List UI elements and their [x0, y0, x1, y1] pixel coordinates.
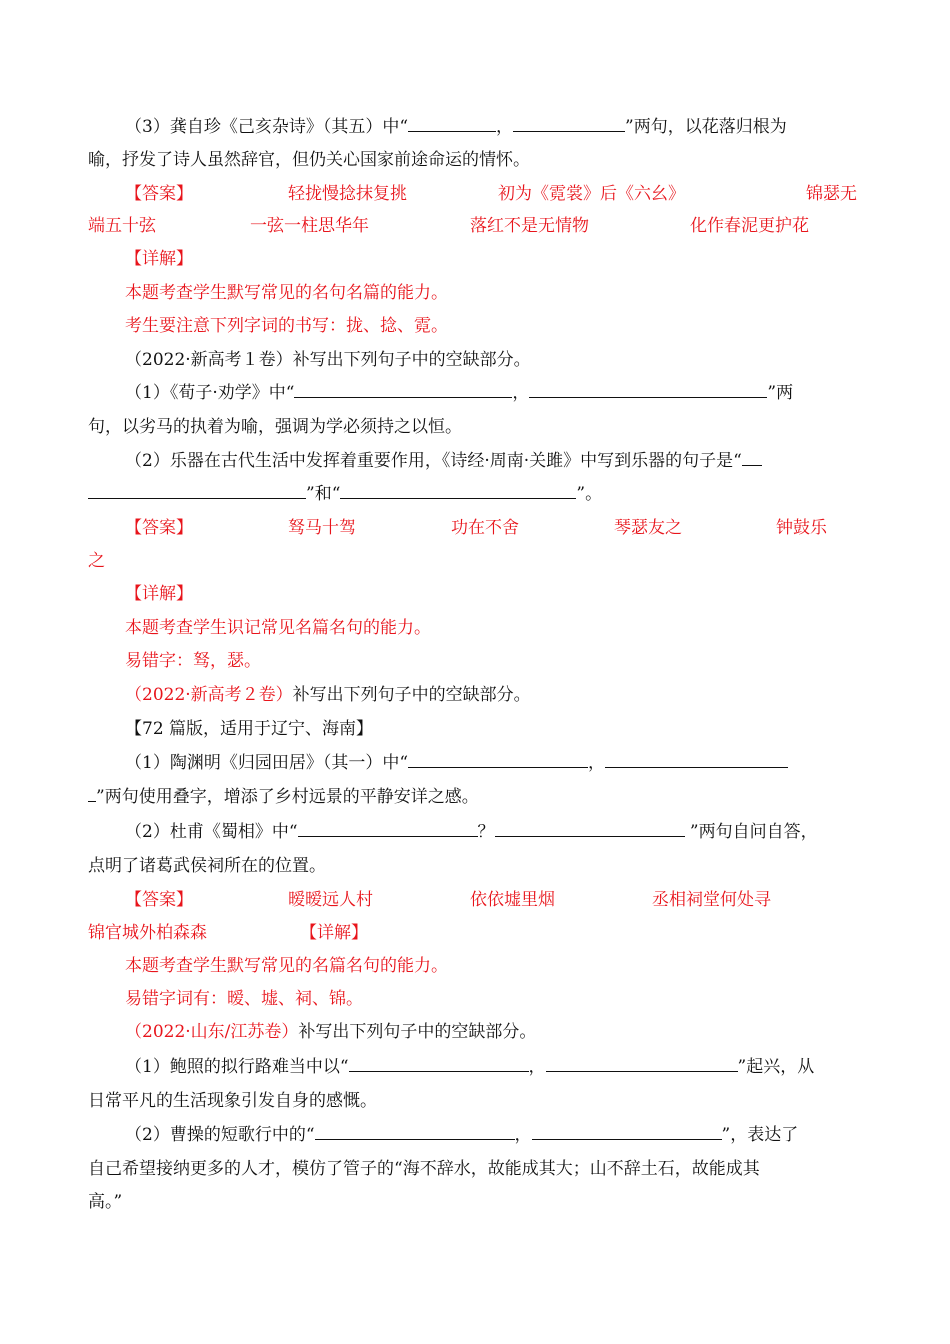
- question-text: ”。: [576, 484, 603, 504]
- answer-item: 功在不舍: [451, 518, 519, 538]
- question-text: （2）乐器在古代生活中发挥着重要作用，《诗经·周南·关雎》中写到乐器的句子是“: [125, 451, 742, 471]
- blank: [532, 1125, 722, 1140]
- section-title-text: 补写出下列句子中的空缺部分。: [292, 685, 531, 705]
- blank: [88, 787, 96, 802]
- blank: [742, 451, 762, 466]
- question-text: ，: [588, 753, 606, 773]
- question-text: ”起兴，从: [737, 1057, 815, 1077]
- answer-item: 之: [88, 551, 105, 571]
- explain-text: 易错字词有：暧、墟、祠、锦。: [125, 989, 363, 1009]
- answer-item: 端五十弦: [88, 216, 156, 236]
- blank: [529, 383, 767, 398]
- question-text: （1）陶渊明《归园田居》（其一）中“: [125, 753, 409, 773]
- answer-item: 钟鼓乐: [776, 518, 827, 538]
- blank: [349, 1057, 529, 1072]
- question-text: ”和“: [306, 484, 341, 504]
- answer-item: 初为《霓裳》后《六幺》: [498, 184, 685, 204]
- s2-question-1-line2: 句，以劣马的执着为喻，强调为学必须持之以恒。: [88, 417, 462, 437]
- answer-item: 化作春泥更护花: [690, 216, 809, 236]
- s3-question-2-line2: 点明了诸葛武侯祠所在的位置。: [88, 856, 326, 876]
- s4-question-2-line2: 自己希望接纳更多的人才，模仿了管子的“海不辞水，故能成其大；山不辞土石，故能成其: [88, 1159, 760, 1179]
- explain-tag: 【详解】: [300, 923, 368, 943]
- question-text: ，: [528, 1057, 546, 1077]
- blank: [88, 484, 306, 499]
- blank: [605, 753, 788, 768]
- explain-text: 易错字：驽，瑟。: [125, 651, 261, 671]
- blank: [315, 1125, 515, 1140]
- explain-text: 本题考查学生识记常见名篇名句的能力。: [125, 618, 431, 638]
- answer-item: 轻拢慢捻抹复挑: [288, 184, 407, 204]
- answer-item: 依依墟里烟: [470, 890, 555, 910]
- explain-tag: 【详解】: [125, 249, 193, 269]
- question-3-line1: [125, 116, 863, 138]
- s4-question-1-line1: [125, 1056, 863, 1078]
- answer-item: 落红不是无情物: [470, 216, 589, 236]
- answer-item: 琴瑟友之: [614, 518, 682, 538]
- blank: [408, 117, 496, 132]
- question-text: （3）龚自珍《己亥杂诗》（其五）中“: [125, 117, 409, 137]
- explain-text: 本题考查学生默写常见的名篇名句的能力。: [125, 956, 448, 976]
- explain-tag: 【详解】: [125, 584, 193, 604]
- answer-item: 丞相祠堂何处寻: [652, 890, 771, 910]
- explain-text: 考生要注意下列字词的书写：拢、捻、霓。: [125, 316, 448, 336]
- blank: [513, 117, 625, 132]
- blank: [408, 753, 588, 768]
- section-title: [125, 1021, 863, 1043]
- version-note: 【72 篇版，适用于辽宁、海南】: [125, 719, 374, 739]
- blank: [298, 822, 478, 837]
- answer-item: 锦瑟无: [806, 184, 857, 204]
- s2-question-2-line2: [88, 483, 863, 505]
- question-text: （2）杜甫《蜀相》中“: [125, 822, 298, 842]
- blank: [495, 822, 685, 837]
- section-title: [125, 684, 863, 706]
- answer-tag: 【答案】: [125, 890, 193, 910]
- answer-tag: 【答案】: [125, 184, 193, 204]
- s4-question-2-line3: 高。”: [88, 1192, 123, 1212]
- answer-item: 暧暧远人村: [288, 890, 373, 910]
- s4-question-2-line1: [125, 1124, 863, 1146]
- s3-question-1-line2: [88, 786, 863, 808]
- section-source: （2022·新高考２卷）: [125, 685, 293, 705]
- s2-question-2-line1: [125, 450, 863, 472]
- answer-item: 锦官城外柏森森: [88, 923, 207, 943]
- blank: [546, 1057, 738, 1072]
- s2-question-1-line1: [125, 382, 863, 404]
- question-text: ”两句自问自答，: [684, 822, 818, 842]
- question-text: ”两: [767, 383, 794, 403]
- question-text: ”，表达了: [721, 1125, 799, 1145]
- question-text: ，: [514, 1125, 532, 1145]
- answer-item: 一弦一柱思华年: [250, 216, 369, 236]
- question-3-line2: 喻，抒发了诗人虽然辞官，但仍关心国家前途命运的情怀。: [88, 150, 530, 170]
- section-title: （2022·新高考１卷）补写出下列句子中的空缺部分。: [125, 350, 531, 370]
- question-text: （1）《荀子·劝学》中“: [125, 383, 295, 403]
- answer-tag: 【答案】: [125, 518, 193, 538]
- explain-text: 本题考查学生默写常见的名句名篇的能力。: [125, 283, 448, 303]
- question-text: （1）鲍照的拟行路难当中以“: [125, 1057, 349, 1077]
- s3-question-2-line1: [125, 821, 863, 843]
- question-text: ”两句，以花落归根为: [625, 117, 787, 137]
- question-text: ，: [496, 117, 514, 137]
- section-title-text: 补写出下列句子中的空缺部分。: [298, 1022, 537, 1042]
- answer-item: 驽马十驾: [288, 518, 356, 538]
- blank: [294, 383, 512, 398]
- question-text: ？: [477, 822, 495, 842]
- question-text: （2）曹操的短歌行中的“: [125, 1125, 315, 1145]
- s4-question-1-line2: 日常平凡的生活现象引发自身的感慨。: [88, 1091, 377, 1111]
- s3-question-1-line1: [125, 752, 863, 774]
- section-source: （2022·山东/江苏卷）: [125, 1022, 299, 1042]
- question-text: ”两句使用叠字，增添了乡村远景的平静安详之感。: [96, 787, 479, 807]
- question-text: ，: [512, 383, 530, 403]
- blank: [340, 484, 576, 499]
